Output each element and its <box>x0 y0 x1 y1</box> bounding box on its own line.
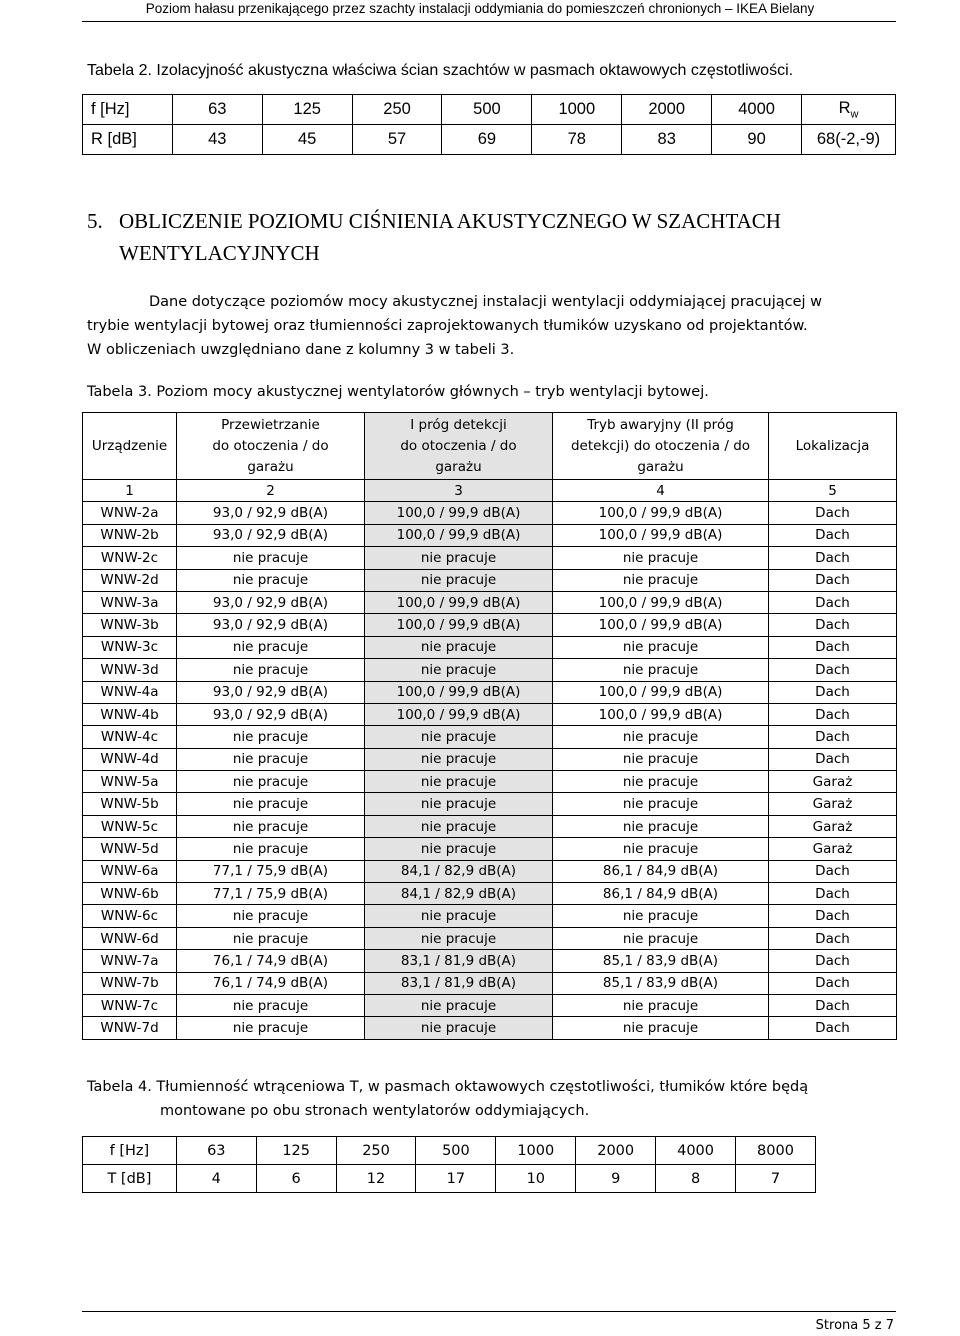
table-row <box>83 927 897 949</box>
table3-cell: nie pracuje <box>365 793 553 815</box>
table3-caption: Tabela 3. Poziom mocy akustycznej wentylatorów głównych – tryb wentylacji bytowej. <box>87 384 709 400</box>
table3-cell: WNW-3b <box>83 614 177 636</box>
table3-cell: WNW-5b <box>83 793 177 815</box>
table3-cell: Dach <box>769 883 897 905</box>
table3-cell: nie pracuje <box>365 659 553 681</box>
table3-cell: WNW-7a <box>83 950 177 972</box>
table3-cell: WNW-4c <box>83 726 177 748</box>
table3-cell: Dach <box>769 681 897 703</box>
table2-freq-cell: 250 <box>352 95 442 125</box>
table-row <box>83 547 897 569</box>
table-row <box>83 771 897 793</box>
table3-cell: nie pracuje <box>177 636 365 658</box>
table3-cell: nie pracuje <box>365 726 553 748</box>
table2-freq-cell: 2000 <box>622 95 712 125</box>
table3-cell: 84,1 / 82,9 dB(A) <box>365 883 553 905</box>
table-row <box>83 972 897 994</box>
table2-r-label: R [dB] <box>83 125 173 155</box>
table-row <box>83 591 897 613</box>
table4-f-label: f [Hz] <box>83 1137 177 1165</box>
table3-cell: Garaż <box>769 771 897 793</box>
table-row <box>83 569 897 591</box>
table3-fan-power-levels <box>82 412 897 1040</box>
table3-cell: WNW-6c <box>83 905 177 927</box>
table3-cell: WNW-5c <box>83 815 177 837</box>
table3-cell: nie pracuje <box>553 771 769 793</box>
table4-freq-cell: 125 <box>256 1137 336 1165</box>
table3-column-number: 2 <box>177 480 365 502</box>
table3-cell: nie pracuje <box>177 659 365 681</box>
table3-cell: Dach <box>769 972 897 994</box>
table3-cell: WNW-7d <box>83 1017 177 1039</box>
table-row <box>83 748 897 770</box>
table4-caption <box>87 1075 887 1123</box>
table3-cell: nie pracuje <box>365 905 553 927</box>
table4-t-label: T [dB] <box>83 1165 177 1193</box>
table3-cell: nie pracuje <box>365 771 553 793</box>
table3-cell: nie pracuje <box>553 1017 769 1039</box>
table3-cell: WNW-2a <box>83 502 177 524</box>
table-row <box>83 502 897 524</box>
table3-header-cell: I próg detekcji do otoczenia / do garażu <box>365 413 553 480</box>
table3-cell: 83,1 / 81,9 dB(A) <box>365 950 553 972</box>
table3-cell: nie pracuje <box>177 927 365 949</box>
table3-cell: nie pracuje <box>177 771 365 793</box>
table3-cell: Garaż <box>769 838 897 860</box>
table4-freq-cell: 4000 <box>656 1137 736 1165</box>
table2-row-frequency <box>83 95 896 125</box>
table3-cell: nie pracuje <box>553 793 769 815</box>
table3-cell: 100,0 / 99,9 dB(A) <box>553 703 769 725</box>
table3-cell: Garaż <box>769 815 897 837</box>
table2-rw-value: 68(-2,-9) <box>802 125 896 155</box>
table3-cell: nie pracuje <box>365 1017 553 1039</box>
table3-cell: Dach <box>769 569 897 591</box>
table-row <box>83 994 897 1016</box>
table3-cell: Dach <box>769 636 897 658</box>
table3-cell: WNW-2d <box>83 569 177 591</box>
page-header: Poziom hałasu przenikającego przez szachty instalacji oddymiania do pomieszczeń chronionych – IKEA Bielany <box>145 1 815 16</box>
table3-cell: 100,0 / 99,9 dB(A) <box>365 681 553 703</box>
table2-r-cell: 83 <box>622 125 712 155</box>
table3-cell: Dach <box>769 994 897 1016</box>
table2-sound-insulation <box>82 94 896 155</box>
table3-cell: nie pracuje <box>177 748 365 770</box>
table3-cell: 76,1 / 74,9 dB(A) <box>177 972 365 994</box>
table3-cell: 100,0 / 99,9 dB(A) <box>553 681 769 703</box>
table3-cell: WNW-4d <box>83 748 177 770</box>
table3-cell: nie pracuje <box>177 793 365 815</box>
table3-cell: Dach <box>769 748 897 770</box>
table4-freq-cell: 500 <box>416 1137 496 1165</box>
table3-header-cell: Lokalizacja <box>769 413 897 480</box>
table2-r-cell: 45 <box>262 125 352 155</box>
table3-cell: nie pracuje <box>365 748 553 770</box>
table3-cell: nie pracuje <box>177 547 365 569</box>
table3-cell: Dach <box>769 950 897 972</box>
table3-cell: 85,1 / 83,9 dB(A) <box>553 950 769 972</box>
table-row <box>83 681 897 703</box>
table4-row-frequency <box>83 1137 816 1165</box>
table3-cell: nie pracuje <box>365 994 553 1016</box>
table2-freq-cell: 63 <box>172 95 262 125</box>
table3-cell: nie pracuje <box>177 815 365 837</box>
header-divider <box>82 21 896 22</box>
table4-freq-cell: 63 <box>176 1137 256 1165</box>
paragraph-line-2: trybie wentylacji bytowej oraz tłumienności zaprojektowanych tłumików uzyskano od projektantów. <box>87 318 808 334</box>
table3-cell: nie pracuje <box>553 569 769 591</box>
table3-cell: WNW-6b <box>83 883 177 905</box>
table3-cell: 86,1 / 84,9 dB(A) <box>553 883 769 905</box>
table3-cell: nie pracuje <box>177 838 365 860</box>
table4-row-attenuation <box>83 1165 816 1193</box>
table4-t-cell: 4 <box>176 1165 256 1193</box>
table3-cell: 93,0 / 92,9 dB(A) <box>177 524 365 546</box>
table4-caption-line2: montowane po obu stronach wentylatorów oddymiających. <box>160 1103 590 1119</box>
table3-cell: Dach <box>769 905 897 927</box>
table-row <box>83 524 897 546</box>
table3-cell: nie pracuje <box>553 547 769 569</box>
table3-cell: nie pracuje <box>553 994 769 1016</box>
table3-cell: nie pracuje <box>553 636 769 658</box>
table3-cell: 85,1 / 83,9 dB(A) <box>553 972 769 994</box>
table3-cell: WNW-3c <box>83 636 177 658</box>
section-title-line1: OBLICZENIE POZIOMU CIŚNIENIA AKUSTYCZNEGO W SZACHTACH <box>119 209 781 233</box>
table3-cell: 100,0 / 99,9 dB(A) <box>365 703 553 725</box>
table3-cell: 100,0 / 99,9 dB(A) <box>553 591 769 613</box>
table3-cell: nie pracuje <box>553 815 769 837</box>
table4-freq-cell: 1000 <box>496 1137 576 1165</box>
table3-cell: 93,0 / 92,9 dB(A) <box>177 703 365 725</box>
table4-t-cell: 7 <box>736 1165 816 1193</box>
paragraph-line-3: W obliczeniach uwzględniano dane z kolumny 3 w tabeli 3. <box>87 342 515 358</box>
table3-cell: nie pracuje <box>553 905 769 927</box>
table-row <box>83 838 897 860</box>
paragraph-line-1: Dane dotyczące poziomów mocy akustycznej instalacji wentylacji oddymiającej pracującej w <box>149 294 823 310</box>
table3-cell: 100,0 / 99,9 dB(A) <box>553 614 769 636</box>
table3-cell: 93,0 / 92,9 dB(A) <box>177 591 365 613</box>
table3-cell: nie pracuje <box>365 838 553 860</box>
table4-t-cell: 10 <box>496 1165 576 1193</box>
table-row <box>83 860 897 882</box>
footer-divider <box>82 1311 896 1312</box>
table3-header-row <box>83 413 897 480</box>
table3-cell: Dach <box>769 547 897 569</box>
table3-cell: 93,0 / 92,9 dB(A) <box>177 614 365 636</box>
table3-cell: 93,0 / 92,9 dB(A) <box>177 502 365 524</box>
table4-silencer-attenuation <box>82 1136 816 1193</box>
table2-caption: Tabela 2. Izolacyjność akustyczna właściwa ścian szachtów w pasmach oktawowych częstotliwości. <box>87 62 794 79</box>
table4-caption-line1: Tabela 4. Tłumienność wtrąceniowa T, w pasmach oktawowych częstotliwości, tłumików które będą <box>87 1079 809 1095</box>
table3-cell: Garaż <box>769 793 897 815</box>
table3-cell: WNW-6a <box>83 860 177 882</box>
table3-cell: nie pracuje <box>177 569 365 591</box>
table3-cell: nie pracuje <box>553 726 769 748</box>
table-row <box>83 614 897 636</box>
table3-cell: 77,1 / 75,9 dB(A) <box>177 860 365 882</box>
table3-cell: nie pracuje <box>365 815 553 837</box>
table3-cell: nie pracuje <box>177 726 365 748</box>
table2-r-cell: 57 <box>352 125 442 155</box>
table3-cell: Dach <box>769 1017 897 1039</box>
table2-r-cell: 90 <box>712 125 802 155</box>
table4-t-cell: 6 <box>256 1165 336 1193</box>
table3-cell: nie pracuje <box>177 905 365 927</box>
table-row <box>83 950 897 972</box>
table3-cell: Dach <box>769 927 897 949</box>
table3-cell: 100,0 / 99,9 dB(A) <box>365 502 553 524</box>
table2-f-label: f [Hz] <box>83 95 173 125</box>
table3-cell: nie pracuje <box>365 927 553 949</box>
table3-cell: WNW-7c <box>83 994 177 1016</box>
table3-cell: WNW-7b <box>83 972 177 994</box>
table3-cell: 100,0 / 99,9 dB(A) <box>553 524 769 546</box>
table3-cell: WNW-3d <box>83 659 177 681</box>
table3-cell: 77,1 / 75,9 dB(A) <box>177 883 365 905</box>
table3-cell: nie pracuje <box>553 659 769 681</box>
table-row <box>83 703 897 725</box>
table3-cell: Dach <box>769 703 897 725</box>
table-row <box>83 815 897 837</box>
table3-column-number: 4 <box>553 480 769 502</box>
section-5-heading <box>87 205 877 269</box>
table3-cell: 84,1 / 82,9 dB(A) <box>365 860 553 882</box>
table3-cell: 100,0 / 99,9 dB(A) <box>365 524 553 546</box>
table2-freq-cell: 1000 <box>532 95 622 125</box>
table3-header-cell: Urządzenie <box>83 413 177 480</box>
table2-freq-cell: 125 <box>262 95 352 125</box>
table3-column-number: 1 <box>83 480 177 502</box>
table4-freq-cell: 8000 <box>736 1137 816 1165</box>
table-row <box>83 883 897 905</box>
table3-cell: Dach <box>769 860 897 882</box>
table3-cell: nie pracuje <box>177 1017 365 1039</box>
table3-cell: WNW-4a <box>83 681 177 703</box>
table3-header-cell: Przewietrzanie do otoczenia / do garażu <box>177 413 365 480</box>
table3-cell: Dach <box>769 726 897 748</box>
table-row <box>83 1017 897 1039</box>
table3-cell: 100,0 / 99,9 dB(A) <box>365 591 553 613</box>
table4-t-cell: 17 <box>416 1165 496 1193</box>
rw-subscript: w <box>850 108 859 121</box>
table2-rw-header <box>802 95 896 125</box>
table3-cell: 100,0 / 99,9 dB(A) <box>553 502 769 524</box>
table3-cell: nie pracuje <box>553 748 769 770</box>
table3-cell: nie pracuje <box>553 838 769 860</box>
table3-cell: nie pracuje <box>365 569 553 591</box>
table3-cell: nie pracuje <box>365 636 553 658</box>
table2-row-insulation <box>83 125 896 155</box>
table4-t-cell: 9 <box>576 1165 656 1193</box>
table3-cell: 76,1 / 74,9 dB(A) <box>177 950 365 972</box>
description-paragraph <box>87 290 887 362</box>
table3-cell: Dach <box>769 502 897 524</box>
table3-cell: Dach <box>769 659 897 681</box>
page-number: Strona 5 z 7 <box>815 1318 894 1333</box>
table2-freq-cell: 500 <box>442 95 532 125</box>
section-title-line2: WENTYLACYJNYCH <box>119 241 320 265</box>
table3-cell: 86,1 / 84,9 dB(A) <box>553 860 769 882</box>
table-row <box>83 905 897 927</box>
table4-t-cell: 12 <box>336 1165 416 1193</box>
table3-cell: nie pracuje <box>365 547 553 569</box>
rw-symbol: R <box>838 98 851 117</box>
table3-cell: 93,0 / 92,9 dB(A) <box>177 681 365 703</box>
table3-header-cell: Tryb awaryjny (II próg detekcji) do otoczenia / do garażu <box>553 413 769 480</box>
table3-cell: nie pracuje <box>553 927 769 949</box>
table4-freq-cell: 250 <box>336 1137 416 1165</box>
table3-cell: WNW-2b <box>83 524 177 546</box>
table3-cell: WNW-5d <box>83 838 177 860</box>
table-row <box>83 659 897 681</box>
table3-cell: Dach <box>769 614 897 636</box>
table3-cell: 83,1 / 81,9 dB(A) <box>365 972 553 994</box>
table3-cell: Dach <box>769 524 897 546</box>
section-number: 5. <box>87 209 103 233</box>
table3-cell: WNW-6d <box>83 927 177 949</box>
table4-t-cell: 8 <box>656 1165 736 1193</box>
table3-cell: nie pracuje <box>177 994 365 1016</box>
table-row <box>83 726 897 748</box>
table2-r-cell: 43 <box>172 125 262 155</box>
table3-column-number-row <box>83 480 897 502</box>
table3-cell: 100,0 / 99,9 dB(A) <box>365 614 553 636</box>
table3-cell: WNW-5a <box>83 771 177 793</box>
table3-cell: WNW-3a <box>83 591 177 613</box>
table3-column-number: 5 <box>769 480 897 502</box>
table4-freq-cell: 2000 <box>576 1137 656 1165</box>
table3-column-number: 3 <box>365 480 553 502</box>
table3-cell: WNW-2c <box>83 547 177 569</box>
table-row <box>83 793 897 815</box>
table-row <box>83 636 897 658</box>
table2-r-cell: 78 <box>532 125 622 155</box>
table3-cell: Dach <box>769 591 897 613</box>
table2-r-cell: 69 <box>442 125 532 155</box>
table2-freq-cell: 4000 <box>712 95 802 125</box>
table3-cell: WNW-4b <box>83 703 177 725</box>
